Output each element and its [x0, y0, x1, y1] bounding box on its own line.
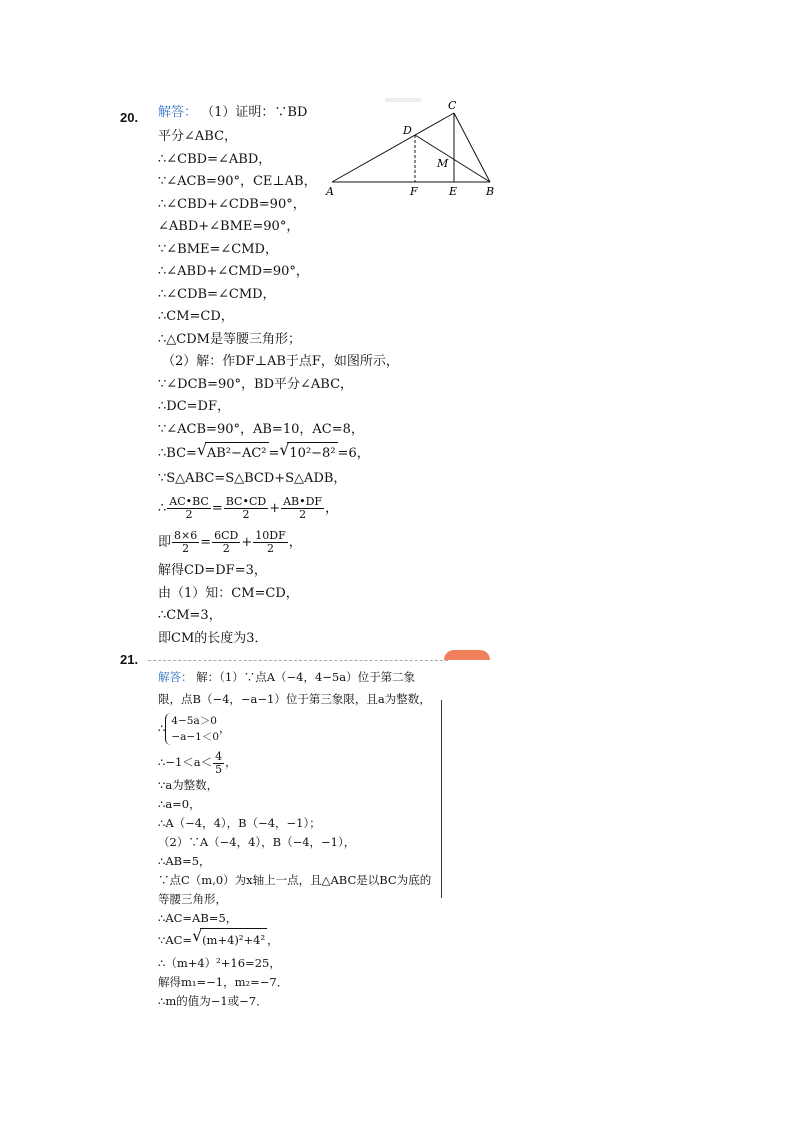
q21-line-2: 限，点B（−4，−a−1）位于第三象限，且a为整数， [158, 692, 431, 706]
ji-frac-3 [253, 530, 287, 555]
frac-1-den: 2 [185, 508, 193, 521]
ji-frac-2-num: 6CD [214, 529, 239, 542]
q21lines-line: ∴AB=5， [158, 854, 211, 868]
q20-frac-line [158, 494, 338, 524]
label-d: D [403, 124, 412, 137]
frac-3-num: AB•DF [283, 495, 323, 508]
sys-line-2: −a−1＜0 [171, 731, 220, 743]
orange-tab [444, 650, 490, 660]
question-20-number: 20. [120, 110, 139, 125]
q21-line-1 [158, 668, 415, 686]
q20lines-line: ∴∠ABD+∠CMD=90°， [158, 264, 309, 279]
q21tail-line: 解得m₁=−1，m₂=−7． [158, 975, 289, 989]
frac-1 [167, 496, 211, 521]
q21lines-line: （2）∵A（−4，4），B（−4，−1）， [158, 835, 356, 849]
question-21-number: 21. [120, 652, 139, 667]
q21tail-line: ∴m的值为−1或−7． [158, 994, 268, 1008]
ji-frac-1-num: 8×6 [174, 529, 198, 542]
ji-frac-2 [212, 530, 240, 555]
q20-bc-line [158, 442, 370, 465]
ji-end: ， [288, 535, 302, 550]
frac-2 [224, 496, 268, 521]
sys-prefix: ∴ [158, 721, 166, 735]
q20lines-line: ∵∠DCB=90°，BD平分∠ABC， [158, 376, 354, 392]
frac-1-num: AC•BC [169, 495, 209, 508]
q20lines-line: ∴△CDM是等腰三角形； [158, 331, 301, 347]
ineq-end: ， [225, 755, 237, 769]
ji-frac-1 [172, 530, 199, 555]
inequality-system [165, 713, 219, 745]
q21lines-line: ∵a为整数， [158, 778, 219, 792]
q20lines-line: ∵∠ACB=90°，AB=10，AC=8， [158, 421, 364, 437]
bc-sqrt-1: √ AB²−AC² [197, 442, 269, 465]
ac-prefix: ∵AC= [158, 933, 193, 947]
q20tail-line: 解得CD=DF=3， [158, 563, 267, 578]
ji-frac-1-den: 2 [182, 542, 190, 555]
ji-frac-3-num: 10DF [255, 529, 286, 542]
q20tail-line: ∴CM=3， [158, 608, 222, 623]
frac-plus: + [269, 501, 281, 516]
bc-result: =6， [337, 446, 370, 461]
frac-3 [281, 496, 324, 521]
q20lines-line: ∴CM=CD， [158, 309, 234, 324]
ji-frac-3-den: 2 [267, 542, 274, 555]
q20lines-line: ∴∠CBD=∠ABD， [158, 151, 272, 167]
ineq-prefix: ∴−1＜a＜ [158, 755, 213, 769]
q20lines-line: ∠ABD+∠BME=90°， [158, 219, 300, 234]
frac-2-num: BC•CD [225, 495, 267, 508]
bc-sqrt-2: √ 10²−8² [279, 442, 337, 465]
q20lines-line: ∴∠CDB=∠CMD， [158, 286, 276, 302]
bc-radicand-2: 10²−8² [287, 442, 337, 465]
frac-eq: = [211, 501, 223, 516]
frac-2-den: 2 [242, 508, 250, 521]
q20lines-line: （2）解：作DF⊥AB于点F，如图所示， [162, 354, 399, 369]
ac-radicand: (m+4)²+4² [200, 928, 267, 951]
label-c: C [448, 99, 457, 112]
bc-prefix: ∴BC= [158, 446, 197, 461]
q21-ac-line [158, 928, 279, 951]
q20-line-0 [158, 102, 307, 124]
q20-answer-label: 解答： [158, 105, 198, 120]
q20lines-line: ∵∠ACB=90°，CE⊥AB， [158, 174, 317, 189]
q20tail-line: 即CM的长度为3． [158, 630, 268, 646]
q21-ineq [158, 748, 237, 776]
q21-text-1: 解：（1）∵点A（−4，4−5a）位于第二象 [196, 670, 416, 684]
q21lines-line: 等腰三角形， [158, 892, 227, 906]
ac-sqrt: √ (m+4)²+4² [192, 928, 267, 951]
separator-line [148, 660, 448, 661]
q20lines-line: ∴∠CBD+∠CDB=90°， [158, 196, 306, 212]
q20-text-0: （1）证明：∵BD [201, 105, 308, 120]
label-b: B [486, 185, 495, 198]
q21tail-line: ∴（m+4）²+16=25， [158, 956, 281, 970]
ji-prefix: 即 [158, 535, 172, 550]
sys-line-1: 4−5a＞0 [171, 715, 217, 727]
q20-s-line: ∵S△ABC=S△BCD+S△ADB， [158, 471, 347, 486]
label-a: A [326, 185, 334, 198]
frac-3-den: 2 [299, 508, 307, 521]
vertical-rule [441, 700, 442, 898]
q21lines-line: ∴AC=AB=5， [158, 911, 238, 925]
segment-cb [454, 113, 490, 182]
ineq-frac [213, 751, 224, 776]
bc-eq: = [268, 446, 280, 461]
bc-radicand-1: AB²−AC² [205, 442, 269, 465]
ji-eq: = [200, 535, 212, 550]
sys-end: ， [219, 721, 231, 735]
label-m: M [437, 157, 449, 170]
frac-prefix: ∴ [158, 501, 167, 516]
ineq-den: 5 [215, 762, 223, 776]
triangle-figure [320, 96, 500, 200]
ineq-num: 4 [215, 749, 223, 763]
label-e: E [449, 185, 458, 198]
q20-ji-line [158, 528, 302, 558]
q20lines-line: ∴DC=DF， [158, 399, 230, 414]
q21-answer-label: 解答： [158, 670, 193, 684]
ac-end: ， [267, 933, 279, 947]
label-f: F [410, 185, 418, 198]
q20tail-line: 由（1）知：CM=CD， [158, 585, 299, 601]
q21lines-line: ∴a=0， [158, 797, 201, 811]
ji-frac-2-den: 2 [222, 542, 230, 555]
q21-system [158, 710, 231, 746]
ji-plus: + [241, 535, 253, 550]
q20lines-line: ∵∠BME=∠CMD， [158, 241, 278, 257]
segment-db [415, 135, 490, 182]
q20lines-line: 平分∠ABC， [158, 129, 238, 144]
q21lines-line: ∴A（−4，4），B（−4，−1）； [158, 816, 321, 830]
q21lines-line: ∵点C（m,0）为x轴上一点，且△ABC是以BC为底的 [158, 873, 432, 887]
frac-end: ， [325, 501, 339, 516]
